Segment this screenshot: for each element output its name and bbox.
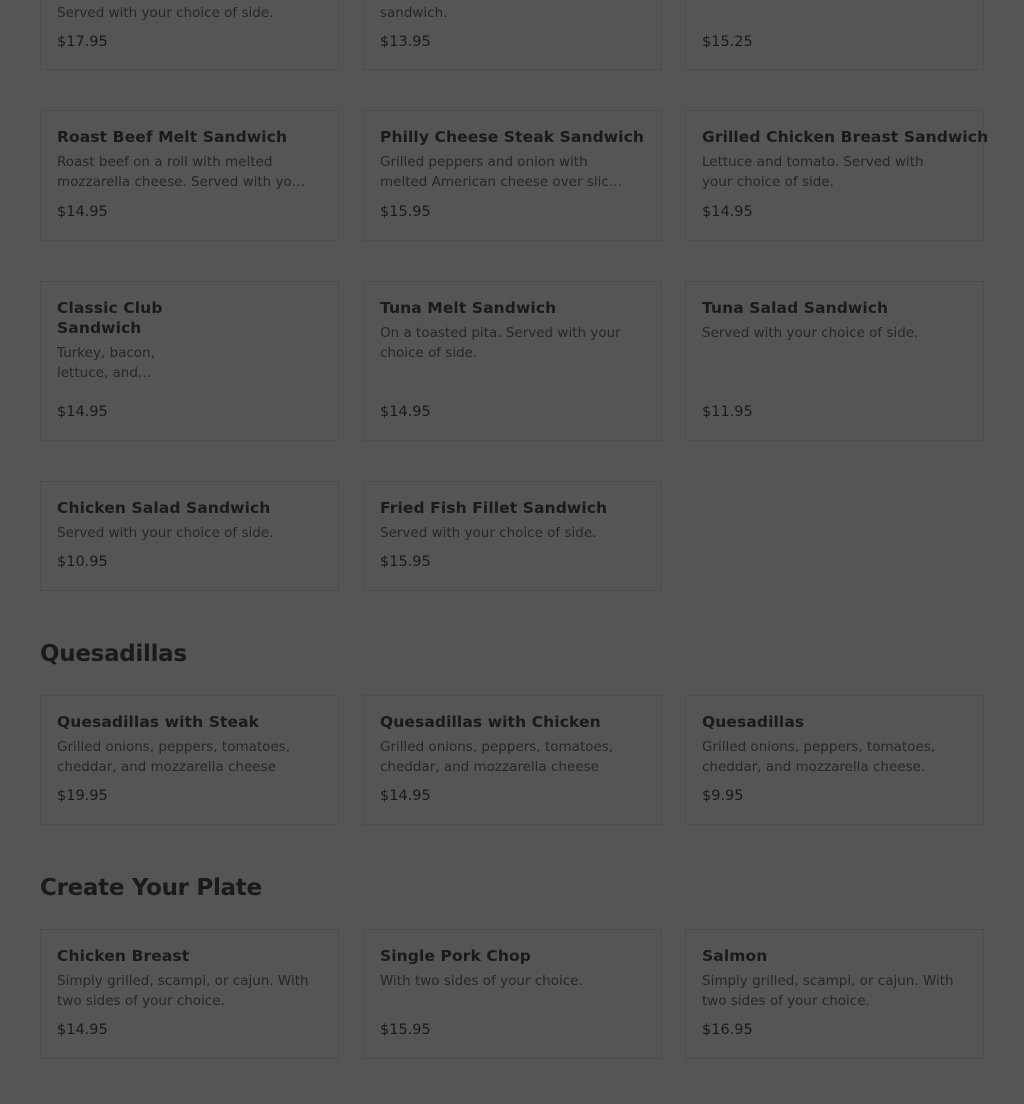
menu-item-card[interactable]	[363, 929, 662, 1059]
item-title: Classic Club Sandwich	[57, 299, 163, 337]
menu-item-card[interactable]	[40, 0, 339, 70]
item-price: $10.95	[57, 554, 108, 570]
item-title: Tuna Melt Sandwich	[380, 299, 557, 317]
menu-item-card[interactable]	[685, 281, 984, 441]
item-title: Fried Fish Fillet Sandwich	[380, 499, 608, 517]
menu-item-card[interactable]	[40, 695, 339, 825]
item-description: Turkey, bacon, lettuce, and	[57, 345, 155, 381]
item-title: Single Pork Chop	[380, 947, 531, 965]
menu-item-card[interactable]	[685, 929, 984, 1059]
item-price: $14.95	[57, 404, 108, 420]
menu-item-card[interactable]	[363, 0, 662, 70]
menu-item-card[interactable]	[40, 110, 339, 241]
item-price: $15.95	[380, 204, 431, 220]
item-description: Grilled onions, peppers, tomatoes, cheddar, and mozzarella cheese.	[702, 739, 936, 775]
item-description: Roast beef on a roll with melted mozzarella cheese. Served with your	[57, 154, 306, 190]
item-description: Grilled peppers and onion with melted American cheese over sliced	[380, 154, 626, 190]
item-title: Roast Beef Melt Sandwich	[57, 128, 288, 146]
item-price: $14.95	[702, 204, 753, 220]
item-title: Quesadillas with Steak	[57, 713, 260, 731]
item-price: $13.95	[380, 34, 431, 50]
item-price: $16.95	[702, 1022, 753, 1038]
item-title: Quesadillas with Chicken	[380, 713, 601, 731]
item-price: $19.95	[57, 788, 108, 804]
item-description: On a toasted pita. Served with your choice of side.	[380, 325, 621, 361]
item-description: Served with your choice of side.	[380, 525, 597, 541]
item-price: $15.95	[380, 554, 431, 570]
item-title: Philly Cheese Steak Sandwich	[380, 128, 645, 146]
item-title: Tuna Salad Sandwich	[702, 299, 889, 317]
item-title: Chicken Salad Sandwich	[57, 499, 271, 517]
menu-item-card[interactable]	[40, 281, 339, 441]
menu-item-card[interactable]	[685, 0, 984, 70]
item-description: Simply grilled, scampi, or cajun. With two sides of your choice.	[57, 973, 309, 1009]
item-title: Grilled Chicken Breast Sandwich	[702, 128, 989, 146]
item-price: $14.95	[57, 204, 108, 220]
item-title: Salmon	[702, 947, 768, 965]
item-description: Served with your choice of side.	[57, 5, 274, 21]
menu-item-card[interactable]	[363, 281, 662, 441]
menu-item-card[interactable]	[685, 695, 984, 825]
item-title: Chicken Breast	[57, 947, 190, 965]
item-description: sandwich.	[380, 5, 448, 21]
menu-item-card[interactable]	[40, 929, 339, 1059]
item-price: $14.95	[57, 1022, 108, 1038]
item-price: $15.25	[702, 34, 753, 50]
menu-item-card[interactable]	[363, 481, 662, 591]
section-heading-quesadillas: Quesadillas	[40, 641, 187, 667]
menu-item-card[interactable]	[363, 110, 662, 241]
item-description: Simply grilled, scampi, or cajun. With two sides of your choice.	[702, 973, 954, 1009]
section-heading-create-your-plate: Create Your Plate	[40, 875, 262, 901]
item-price: $14.95	[380, 404, 431, 420]
item-price: $17.95	[57, 34, 108, 50]
item-description: Lettuce and tomato. Served with your choice of side.	[702, 154, 924, 190]
item-price: $9.95	[702, 788, 744, 804]
item-description: Grilled onions, peppers, tomatoes, cheddar, and mozzarella cheese	[380, 739, 614, 775]
item-price: $11.95	[702, 404, 753, 420]
item-description: With two sides of your choice.	[380, 973, 583, 989]
menu-item-card[interactable]	[40, 481, 339, 591]
menu-item-card[interactable]	[363, 695, 662, 825]
menu-item-card[interactable]	[685, 110, 989, 241]
item-description: Grilled onions, peppers, tomatoes, cheddar, and mozzarella cheese	[57, 739, 291, 775]
item-title: Quesadillas	[702, 713, 805, 731]
item-description: Served with your choice of side.	[57, 525, 274, 541]
item-description: Served with your choice of side.	[702, 325, 919, 341]
item-price: $14.95	[380, 788, 431, 804]
item-price: $15.95	[380, 1022, 431, 1038]
